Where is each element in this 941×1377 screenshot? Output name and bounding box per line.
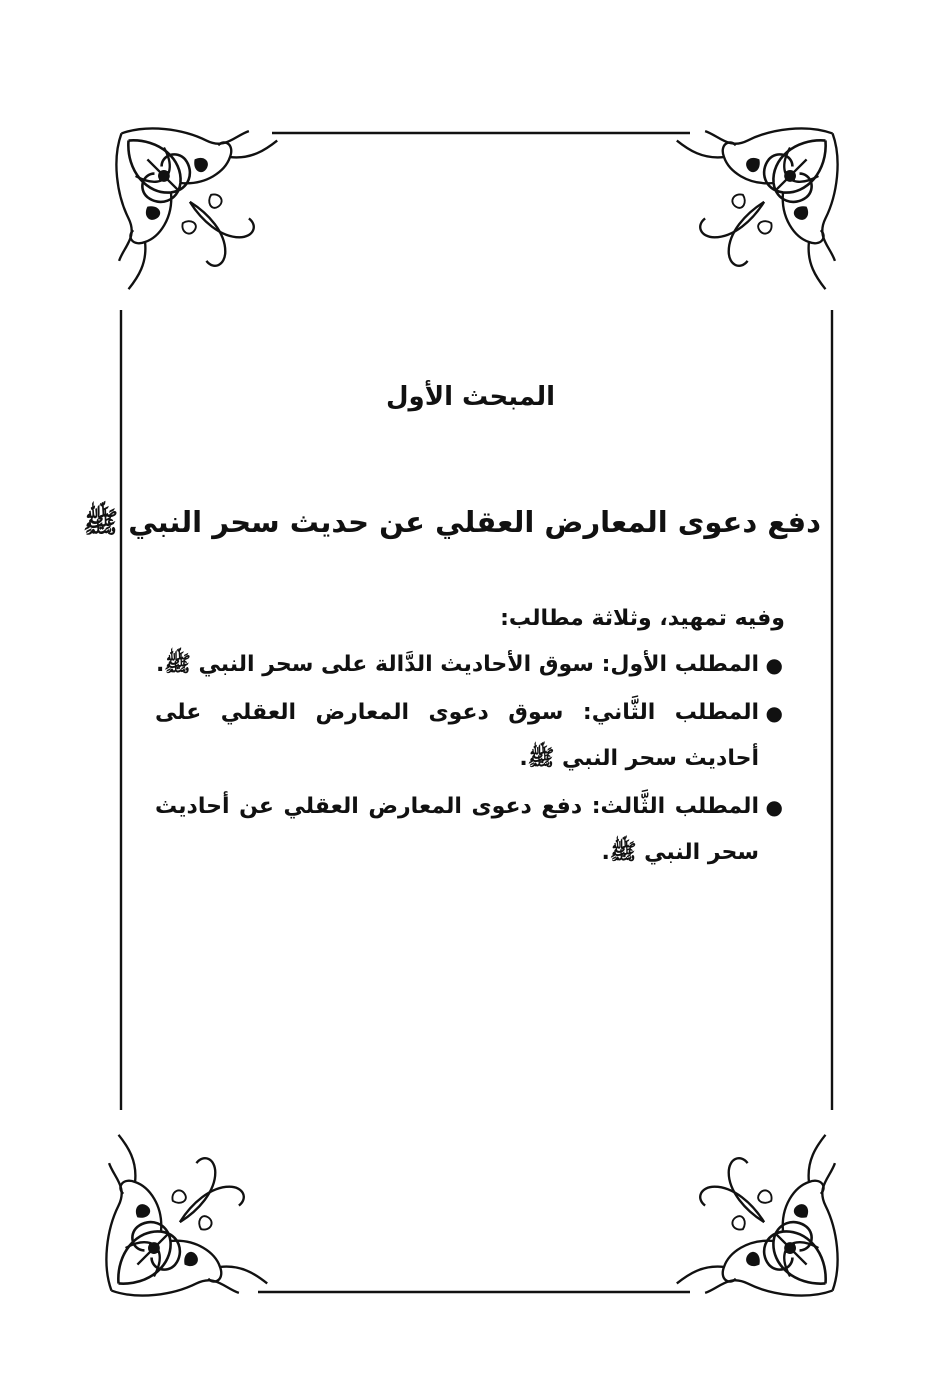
bullet-icon: ● bbox=[765, 795, 783, 819]
section-title: المبحث الأول bbox=[385, 382, 556, 412]
subsection-list bbox=[155, 642, 785, 876]
corner-ornament-top-right-icon bbox=[677, 128, 838, 289]
corner-ornament-top-left-icon bbox=[116, 128, 277, 289]
subsection-label: المطلب الثَّاني: bbox=[582, 700, 759, 725]
subsection-item-3 bbox=[155, 784, 785, 876]
subsection-text: سوق دعوى المعارض العقلي على أحاديث سحر النبي ﷺ. bbox=[155, 700, 759, 771]
subsection-item-2 bbox=[155, 690, 785, 782]
subsection-label: المطلب الأول: bbox=[601, 652, 759, 677]
bullet-icon: ● bbox=[765, 701, 783, 725]
section-contents bbox=[155, 596, 785, 878]
subsection-text: سوق الأحاديث الدَّالة على سحر النبي ﷺ. bbox=[155, 652, 594, 677]
contents-intro: وفيه تمهيد، وثلاثة مطالب: bbox=[500, 606, 785, 631]
corner-ornament-bottom-left-icon bbox=[106, 1135, 267, 1296]
chapter-heading: دفع دعوى المعارض العقلي عن حديث سحر النبي ﷺ bbox=[83, 505, 821, 539]
subsection-text: دفع دعوى المعارض العقلي عن أحاديث سحر النبي ﷺ. bbox=[155, 794, 759, 865]
subsection-item-1 bbox=[155, 642, 785, 688]
subsection-label: المطلب الثَّالث: bbox=[591, 794, 759, 819]
bullet-icon: ● bbox=[765, 653, 783, 677]
corner-ornament-bottom-right-icon bbox=[677, 1135, 838, 1296]
